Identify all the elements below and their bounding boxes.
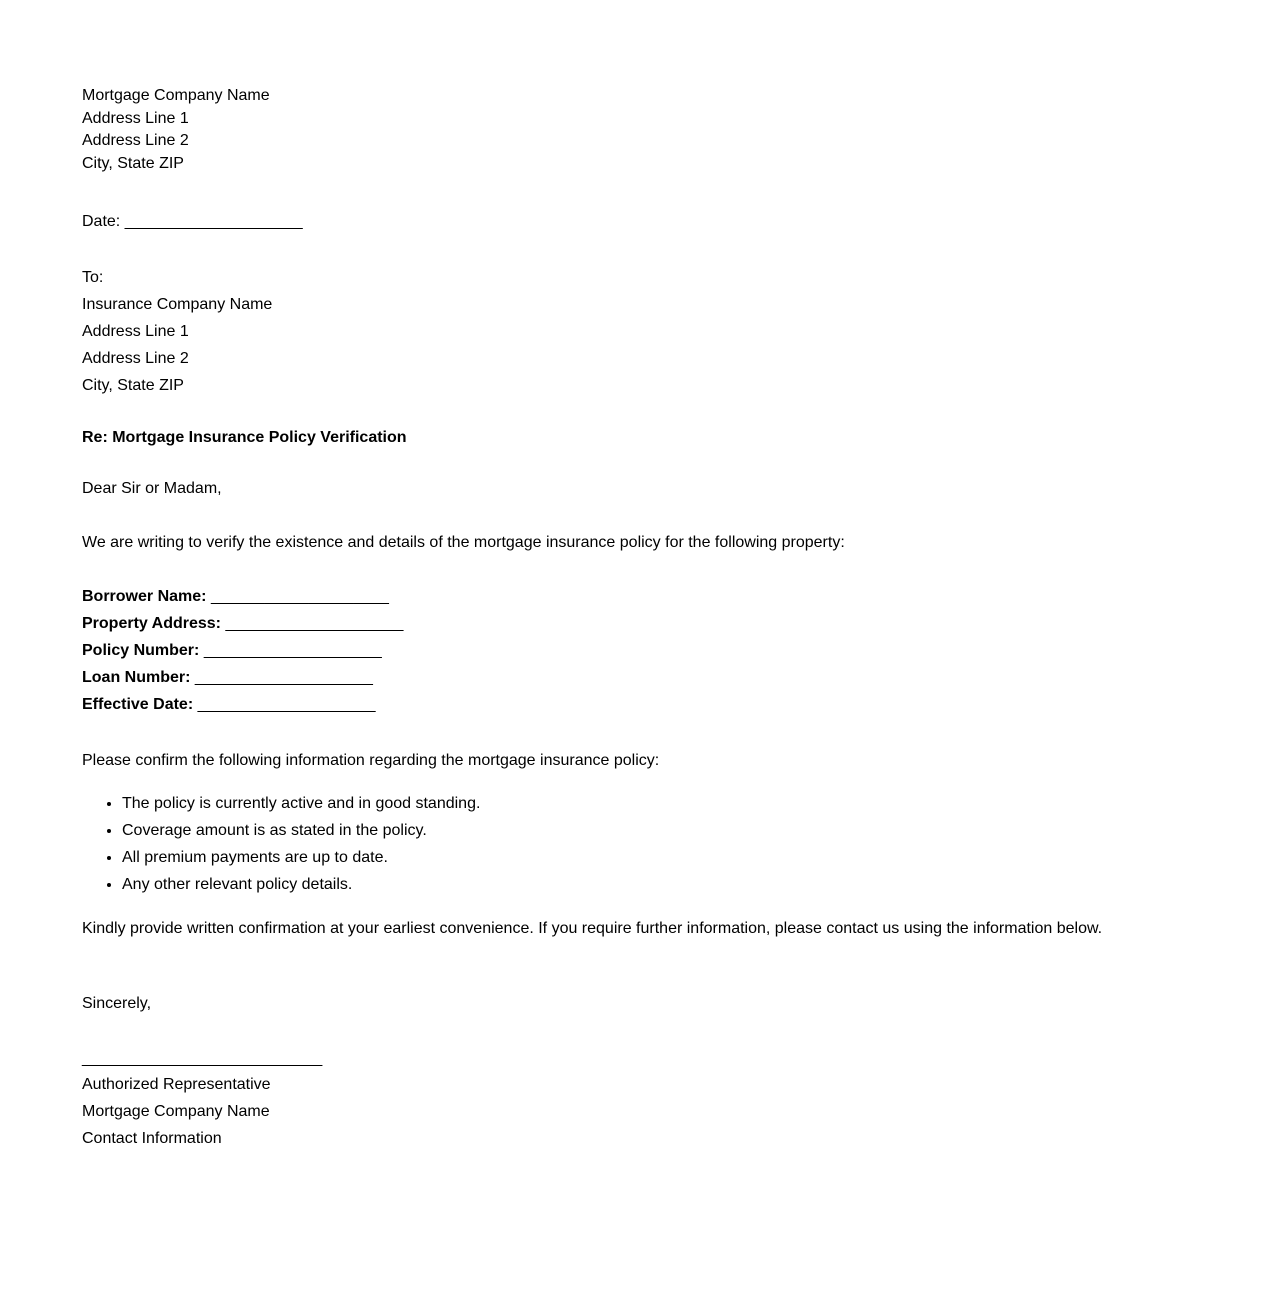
confirm-list bbox=[82, 790, 480, 898]
field-label: Loan Number: bbox=[82, 669, 191, 686]
recipient-address-line-1: Address Line 1 bbox=[82, 323, 189, 340]
recipient-address-line-2: Address Line 2 bbox=[82, 350, 189, 367]
field-label: Borrower Name: bbox=[82, 588, 207, 605]
recipient-city-state-zip: City, State ZIP bbox=[82, 377, 184, 394]
property-fields bbox=[82, 583, 403, 718]
confirm-intro: Please confirm the following information regarding the mortgage insurance policy: bbox=[82, 752, 660, 769]
recipient-address-block bbox=[82, 264, 272, 399]
field-blank: ____________________ bbox=[194, 669, 373, 686]
salutation: Dear Sir or Madam, bbox=[82, 480, 222, 497]
signer-title: Authorized Representative bbox=[82, 1076, 271, 1093]
field-label: Effective Date: bbox=[82, 696, 194, 713]
field-blank: ____________________ bbox=[225, 615, 404, 632]
to-label: To: bbox=[82, 269, 104, 286]
subject-line: Re: Mortgage Insurance Policy Verification bbox=[82, 429, 407, 446]
field-label: Policy Number: bbox=[82, 642, 200, 659]
field-policy-number bbox=[82, 637, 403, 664]
date-blank: ____________________ bbox=[124, 213, 303, 230]
list-item: • Any other relevant policy details. bbox=[122, 871, 480, 898]
field-property-address bbox=[82, 610, 403, 637]
closing-paragraph: Kindly provide written confirmation at your earliest convenience. If you require further information, please contact us using the information below. bbox=[82, 920, 1103, 937]
signature-block bbox=[82, 1071, 271, 1152]
sender-address-block bbox=[82, 85, 270, 175]
intro-paragraph: We are writing to verify the existence and details of the mortgage insurance policy for the following property: bbox=[82, 534, 845, 551]
field-label: Property Address: bbox=[82, 615, 221, 632]
list-item: • All premium payments are up to date. bbox=[122, 844, 480, 871]
list-item: • The policy is currently active and in good standing. bbox=[122, 790, 480, 817]
date-line bbox=[82, 211, 303, 234]
sender-company: Mortgage Company Name bbox=[82, 87, 270, 104]
signature-line: ___________________________ bbox=[82, 1050, 323, 1067]
list-item: • Coverage amount is as stated in the policy. bbox=[122, 817, 480, 844]
sender-address-line-1: Address Line 1 bbox=[82, 109, 189, 127]
signer-company: Mortgage Company Name bbox=[82, 1103, 270, 1120]
field-borrower-name bbox=[82, 583, 403, 610]
field-loan-number bbox=[82, 664, 403, 691]
sender-address-line-2: Address Line 2 bbox=[82, 132, 189, 149]
field-blank: ____________________ bbox=[197, 696, 376, 713]
date-label: Date: bbox=[82, 213, 121, 230]
recipient-company: Insurance Company Name bbox=[82, 296, 273, 313]
signer-contact: Contact Information bbox=[82, 1130, 222, 1147]
field-effective-date bbox=[82, 691, 403, 718]
field-blank: ____________________ bbox=[210, 588, 389, 605]
field-blank: ____________________ bbox=[203, 642, 382, 659]
closing: Sincerely, bbox=[82, 995, 152, 1012]
sender-city-state-zip: City, State ZIP bbox=[82, 154, 184, 172]
